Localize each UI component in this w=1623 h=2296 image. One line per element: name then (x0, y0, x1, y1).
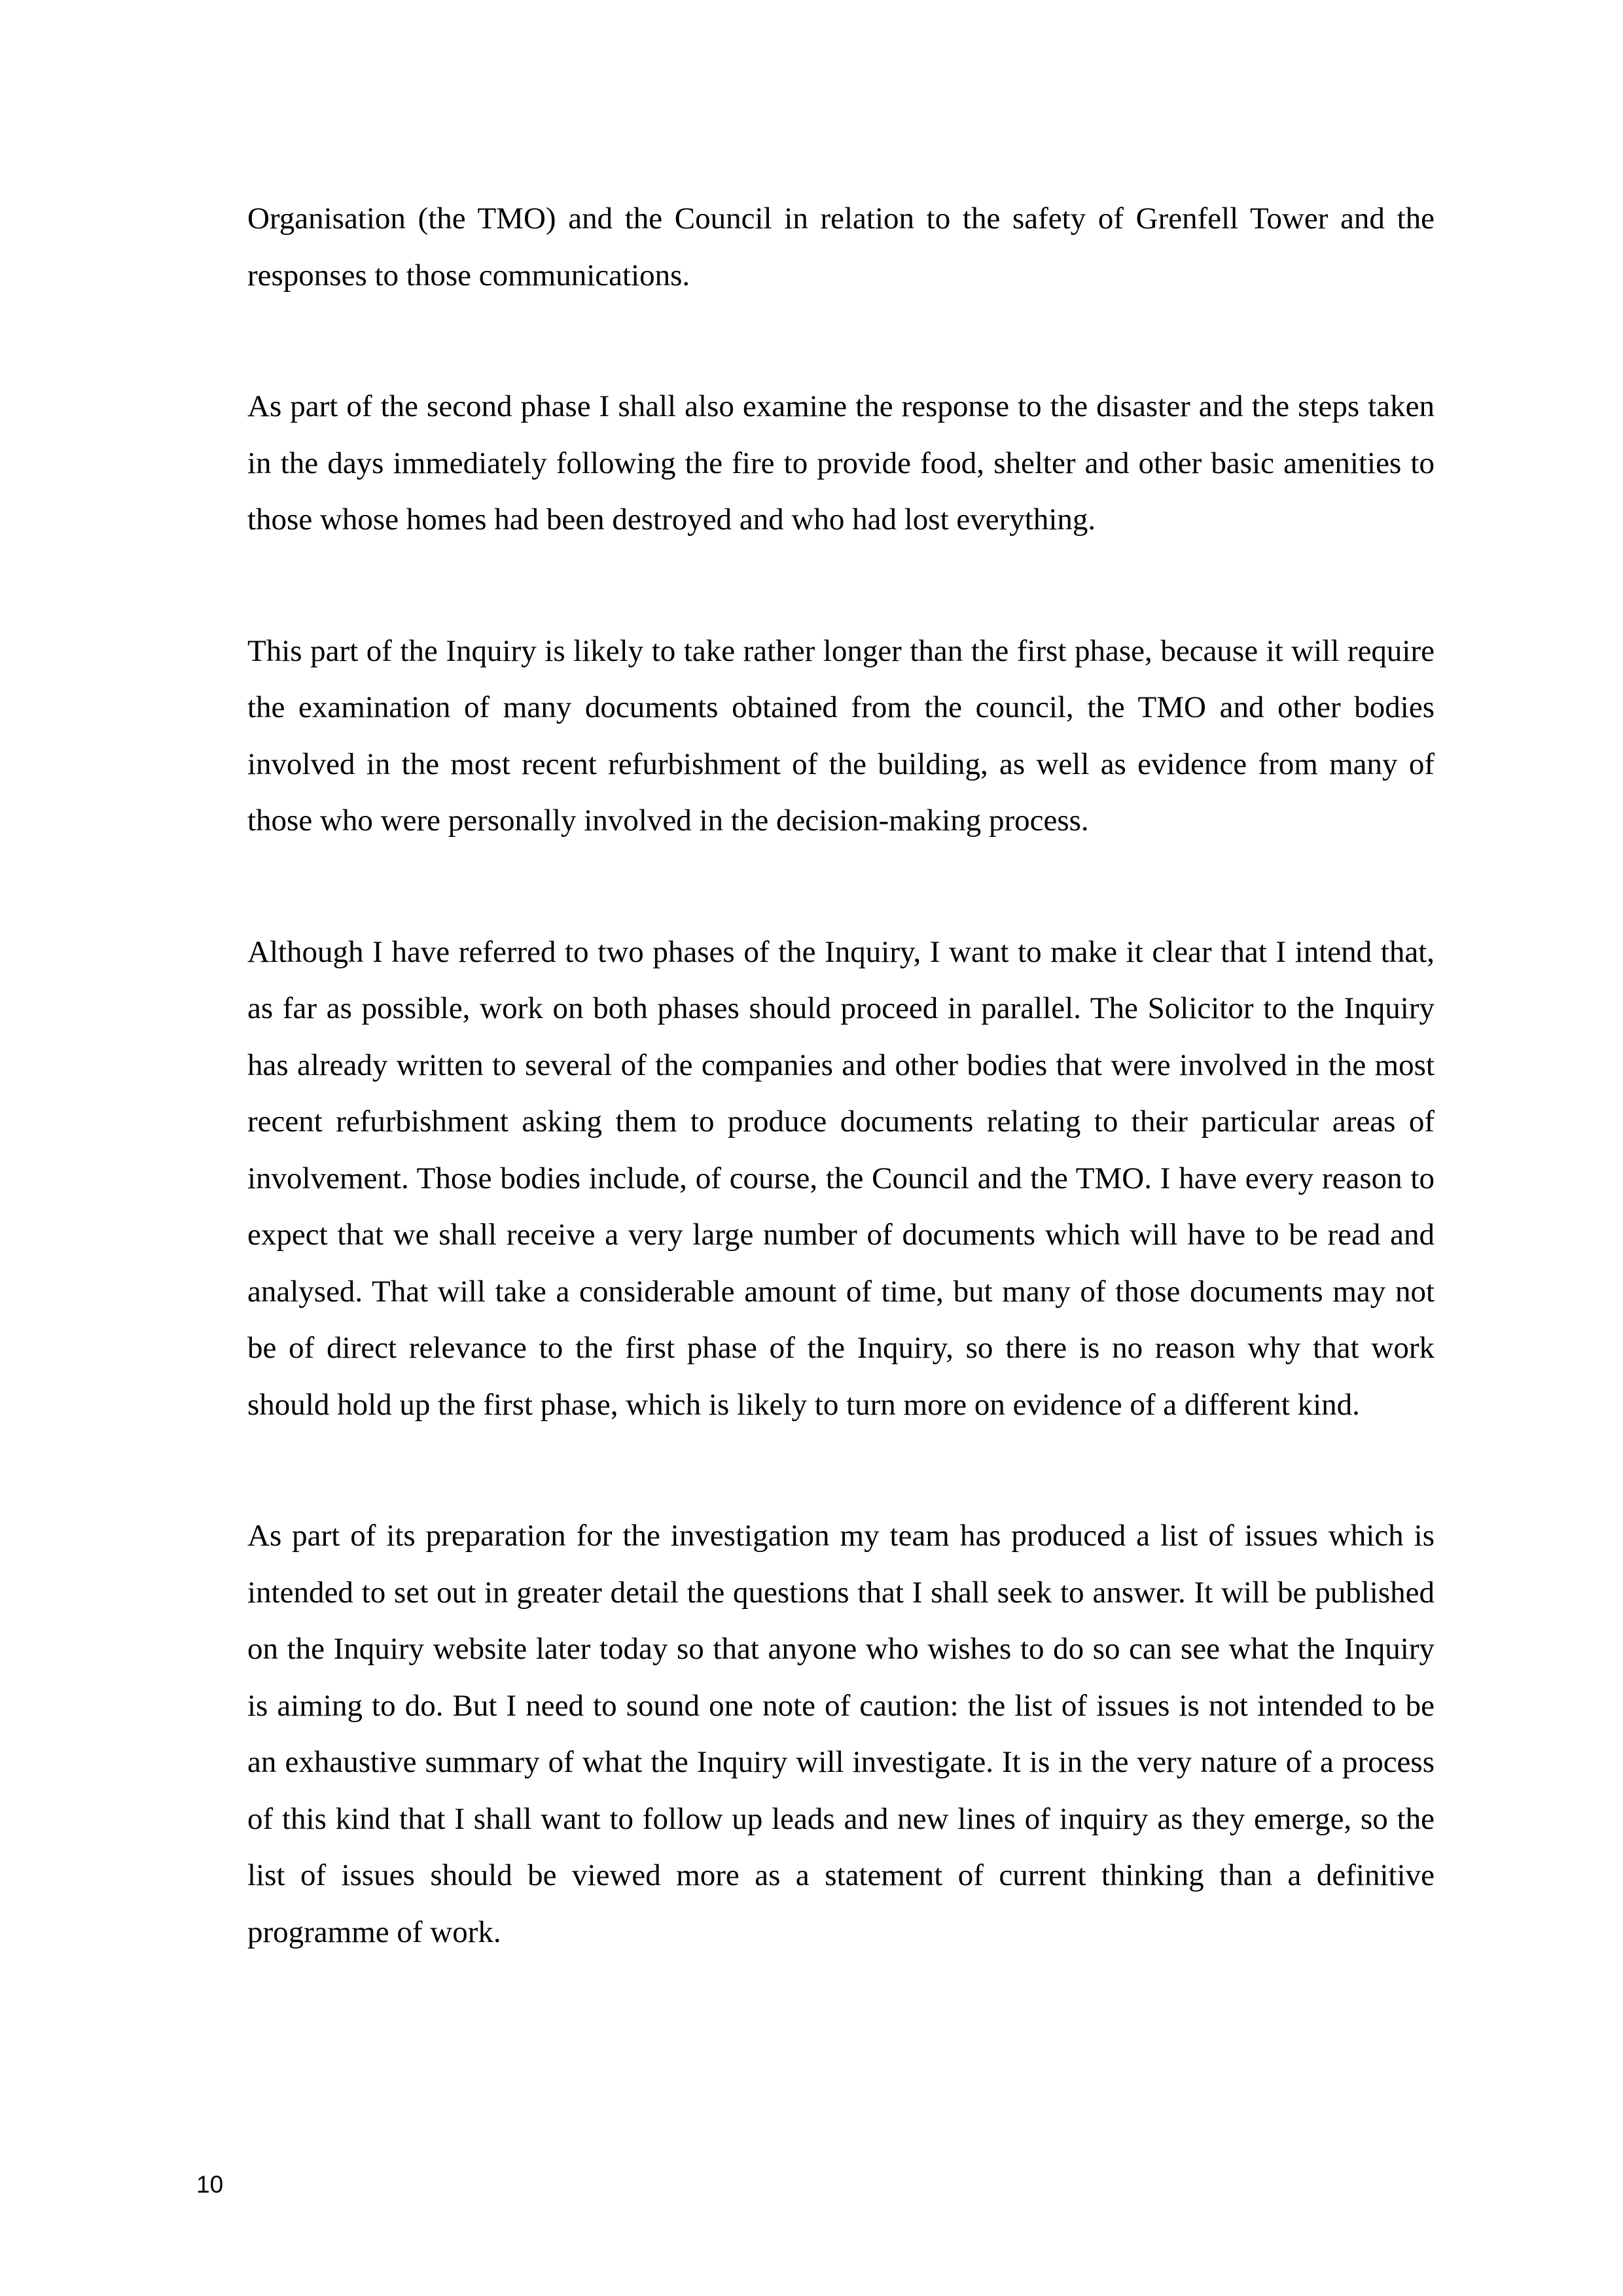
paragraph-4: Although I have referred to two phases of the Inquiry, I want to make it clear that I intend that, as far as possible, work on both phases should proceed in parallel. The Solicitor to the Inquiry has already written to several of the companies and other bodies that were involved in the most recent refurbishment asking them to produce documents relating to their particular areas of involvement. Those bodies include, of course, the Council and the TMO. I have every reason to expect that we shall receive a very large number of documents which will have to be read and analysed. That will take a considerable amount of time, but many of those documents may not be of direct relevance to the first phase of the Inquiry, so there is no reason why that work should hold up the first phase, which is likely to turn more on evidence of a different kind. (247, 934, 1435, 1422)
paragraph-5: As part of its preparation for the investigation my team has produced a list of issues which is intended to set out in greater detail the questions that I shall seek to answer. It will be published on the Inquiry website later today so that anyone who wishes to do so can see what the Inquiry is aiming to do. But I need to sound one note of caution: the list of issues is not intended to be an exhaustive summary of what the Inquiry will investigate. It is in the very nature of a process of this kind that I shall want to follow up leads and new lines of inquiry as they emerge, so the list of issues should be viewed more as a statement of current thinking than a definitive programme of work. (247, 1519, 1435, 1949)
paragraph-1: Organisation (the TMO) and the Council in relation to the safety of Grenfell Tower and the responses to those communications. (247, 202, 1435, 292)
paragraph-3: This part of the Inquiry is likely to take rather longer than the first phase, because it will require the examination of many documents obtained from the council, the TMO and other bodies involved in the most recent refurbishment of the building, as well as evidence from many of those who were personally involved in the decision-making process. (247, 633, 1435, 838)
document-body (247, 190, 1435, 2035)
page-number: 10 (196, 2171, 224, 2198)
paragraph-2: As part of the second phase I shall also examine the response to the disaster and the steps taken in the days immediately following the fire to provide food, shelter and other basic amenities to those whose homes had been destroyed and who had lost everything. (247, 389, 1435, 537)
